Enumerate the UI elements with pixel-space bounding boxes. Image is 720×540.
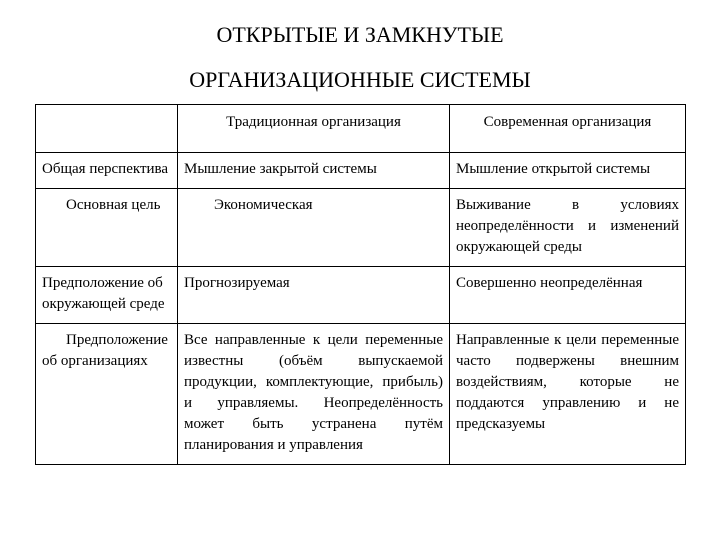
row-label: Предположение об организациях [36,324,178,465]
traditional-cell: Все направленные к цели переменные известны (объём выпускаемой продукции, комплектующие, прибыль) и управляемы. Неопределённость может быть устранена путём планирования и управления [178,324,450,465]
table-row [36,153,686,189]
table-row [36,189,686,267]
traditional-cell: Прогнозируемая [178,267,450,324]
modern-cell: Мышление открытой системы [450,153,686,189]
page-title-line-1: ОТКРЫТЫЕ И ЗАМКНУТЫЕ [216,22,504,47]
row-label: Общая перспектива [36,153,178,189]
modern-cell: Выживание в условиях неопределённости и изменений окружающей среды [450,189,686,267]
row-label: Предположение об окружающей среде [36,267,178,324]
page-title-line-2: ОРГАНИЗАЦИОННЫЕ СИСТЕМЫ [189,67,531,92]
row-label: Основная цель [36,189,178,267]
traditional-cell: Экономическая [178,189,450,267]
comparison-table [35,104,686,465]
header-modern: Современная организация [450,105,686,153]
traditional-cell: Мышление закрытой системы [178,153,450,189]
header-cell-empty [36,105,178,153]
header-traditional: Традиционная организация [178,105,450,153]
modern-cell: Направленные к цели переменные часто подвержены внешним воздействиям, которые не поддаются управлению и не предсказуемы [450,324,686,465]
table-header-row [36,105,686,153]
table-row [36,267,686,324]
modern-cell: Совершенно неопределённая [450,267,686,324]
table-row [36,324,686,465]
